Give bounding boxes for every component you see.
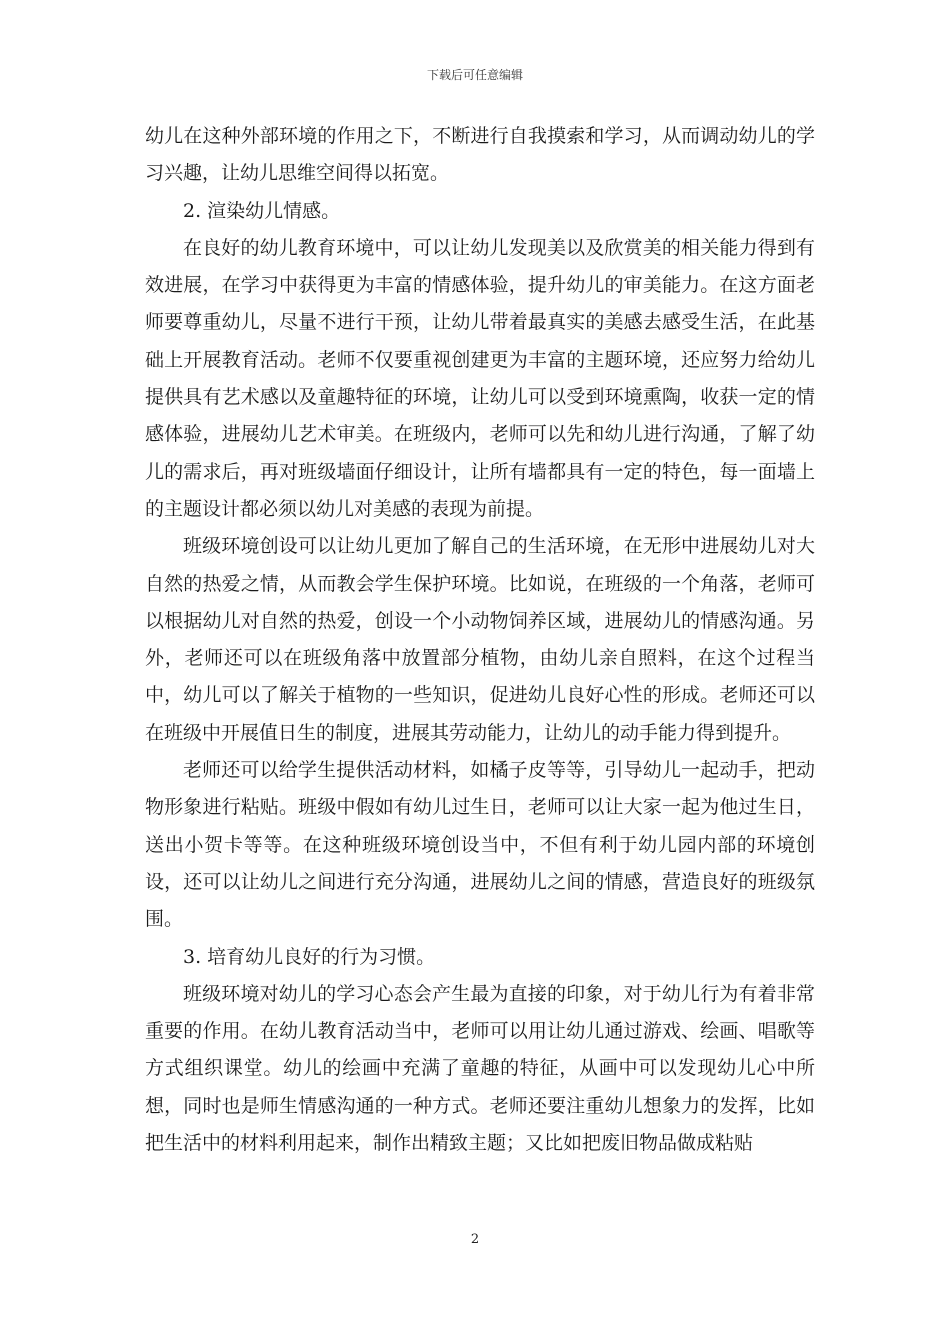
section-heading: 3. 培育幼儿良好的行为习惯。 xyxy=(183,945,436,968)
page-header: 下载后可任意编辑 xyxy=(426,68,523,82)
document-body xyxy=(145,118,815,1162)
paragraph: 幼儿在这种外部环境的作用之下，不断进行自我摸索和学习，从而调动幼儿的学习兴趣，让幼儿思维空间得以拓宽。 xyxy=(145,125,815,185)
page-number: 2 xyxy=(470,1232,480,1247)
section-heading: 2. 渲染幼儿情感。 xyxy=(183,199,341,222)
paragraph: 在良好的幼儿教育环境中，可以让幼儿发现美以及欣赏美的相关能力得到有效进展，在学习中获得更为丰富的情感体验，提升幼儿的审美能力。在这方面老师要尊重幼儿，尽量不进行干预，让幼儿带着最真实的美感去感受生活，在此基础上开展教育活动。老师不仅要重视创建更为丰富的主题环境，还应努力给幼儿提供具有艺术感以及童趣特征的环境，让幼儿可以受到环境熏陶，收获一定的情感体验，进展幼儿艺术审美。在班级内，老师可以先和幼儿进行沟通，了解了幼儿的需求后，再对班级墙面仔细设计，让所有墙都具有一定的特色，每一面墙上的主题设计都必须以幼儿对美感的表现为前提。 xyxy=(145,236,815,520)
paragraph: 班级环境创设可以让幼儿更加了解自己的生活环境，在无形中进展幼儿对大自然的热爱之情，从而教会学生保护环境。比如说，在班级的一个角落，老师可以根据幼儿对自然的热爱，创设一个小动物饲养区域，进展幼儿的情感沟通。另外，老师还可以在班级角落中放置部分植物，由幼儿亲自照料，在这个过程当中，幼儿可以了解关于植物的一些知识，促进幼儿良好心性的形成。老师还可以在班级中开展值日生的制度，进展其劳动能力，让幼儿的动手能力得到提升。 xyxy=(145,535,815,744)
paragraph: 老师还可以给学生提供活动材料，如橘子皮等等，引导幼儿一起动手，把动物形象进行粘贴。班级中假如有幼儿过生日，老师可以让大家一起为他过生日，送出小贺卡等等。在这种班级环境创设当中，不但有利于幼儿园内部的环境创设，还可以让幼儿之间进行充分沟通，进展幼儿之间的情感，营造良好的班级氛围。 xyxy=(145,759,815,931)
paragraph: 班级环境对幼儿的学习心态会产生最为直接的印象，对于幼儿行为有着非常重要的作用。在幼儿教育活动当中，老师可以用让幼儿通过游戏、绘画、唱歌等方式组织课堂。幼儿的绘画中充满了童趣的特征，从画中可以发现幼儿心中所想，同时也是师生情感沟通的一种方式。老师还要注重幼儿想象力的发挥，比如把生活中的材料利用起来，制作出精致主题；又比如把废旧物品做成粘贴 xyxy=(145,982,815,1155)
